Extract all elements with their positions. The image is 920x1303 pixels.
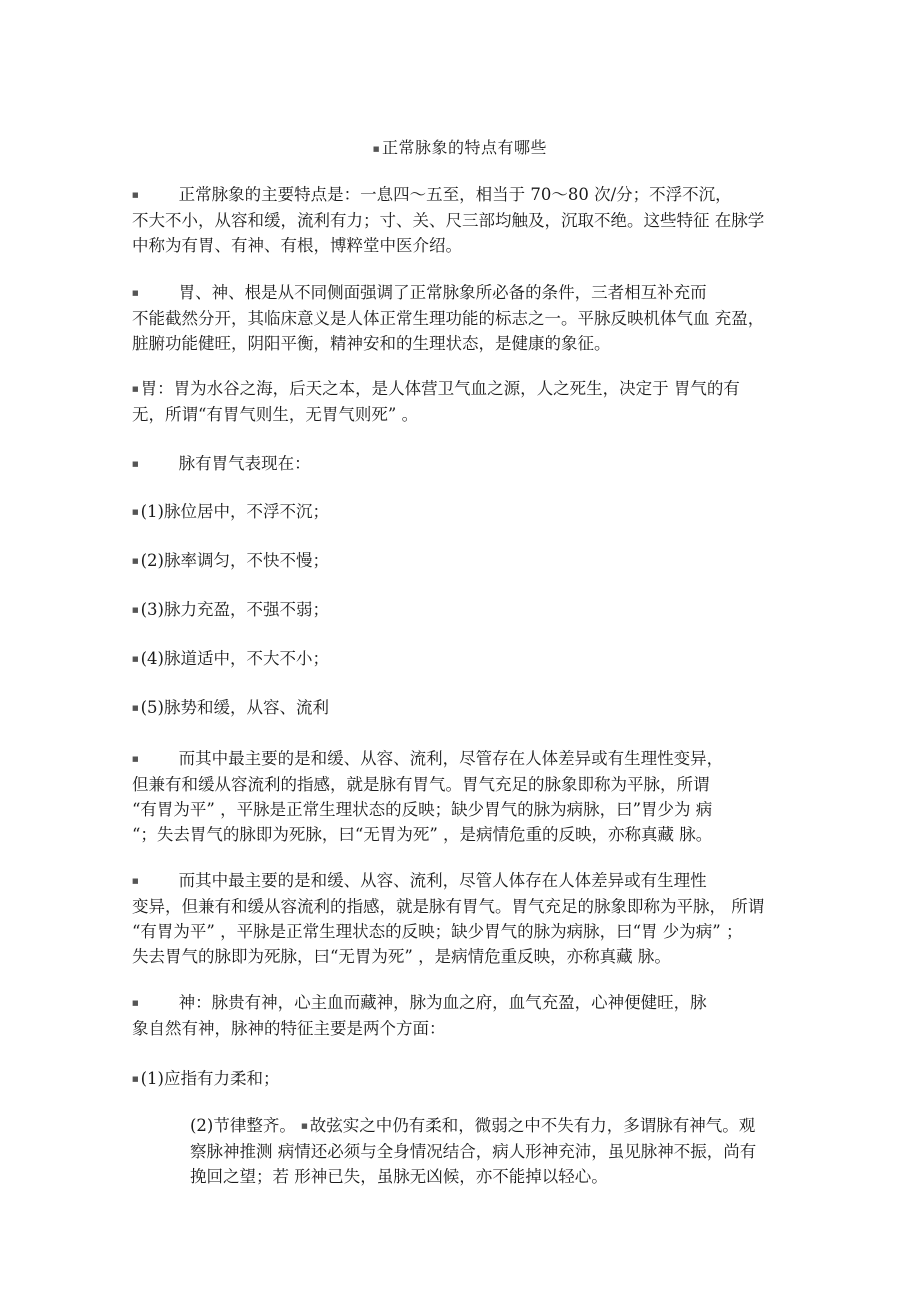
paragraph-marker: ■ — [132, 460, 139, 468]
paragraph-wei-qi-intro: ■ 脉有胃气表现在： — [132, 454, 311, 473]
text-line: ■ 正常脉象的主要特点是：一息四～五至，相当于 70～80 次/分；不浮不沉， — [132, 185, 732, 204]
paragraph-marker: ■ — [132, 191, 139, 199]
paragraph-main-features — [132, 182, 802, 258]
text-line: 变异，但兼有和缓从容流利的指感，就是脉有胃气。胃气充足的脉象即称为平脉， 所谓 — [132, 897, 765, 916]
text-line: 但兼有和缓从容流利的指感，就是脉有胃气。胃气充足的脉象即称为平脉，所谓 — [132, 775, 710, 794]
paragraph-marker: ■ — [132, 1075, 139, 1083]
paragraph-wei-shen-gen — [132, 280, 802, 356]
text-line: 脏腑功能健旺，阴阳平衡，精神安和的生理状态，是健康的象征。 — [132, 334, 611, 353]
paragraph-marker: ■ — [132, 606, 139, 614]
text-line: 挽回之望；若 形神已失，虽脉无凶候，亦不能掉以轻心。 — [190, 1167, 608, 1186]
paragraph-marker: ■ — [132, 755, 139, 763]
text-line: ■ 胃：胃为水谷之海，后天之本，是人体营卫气血之源，人之死生，决定于 胃气的有 — [132, 379, 740, 398]
text-line: 象自然有神，脉神的特征主要是两个方面： — [132, 1019, 446, 1038]
text-line: “有胃为平” ，平脉是正常生理状态的反映；缺少胃气的脉为病脉，曰“胃 少为病” ； — [132, 922, 743, 941]
paragraph-marker: ■ — [132, 385, 139, 393]
text-line: 中称为有胃、有神、有根，博粹堂中医介绍。 — [132, 236, 462, 255]
paragraph-marker: ■ — [132, 508, 139, 516]
text-line: 不大不小，从容和缓，流利有力；寸、关、尺三部均触及，沉取不绝。这些特征 在脉学 — [132, 211, 765, 230]
page-title — [0, 135, 920, 158]
title-text: 正常脉象的特点有哪些 — [382, 138, 548, 157]
list-item: ■ (3)脉力充盈，不强不弱； — [132, 600, 329, 619]
text-line: “有胃为平” ，平脉是正常生理状态的反映；缺少胃气的脉为病脉，曰”胃少为 病 — [132, 800, 713, 819]
list-item: ■ (4)脉道适中，不大不小； — [132, 649, 329, 668]
paragraph-marker: ■ — [132, 999, 139, 1007]
list-item: ■ (1)应指有力柔和； — [132, 1069, 280, 1088]
text-line: ■ 胃、神、根是从不同侧面强调了正常脉象所必备的条件，三者相互补充而 — [132, 283, 707, 302]
text-line: 无，所谓“有胃气则生，无胃气则死” 。 — [132, 405, 419, 424]
text-line: ■ 神：脉贵有神，心主血而藏神，脉为血之府，血气充盈，心神便健旺，脉 — [132, 993, 707, 1012]
text-line: ■ 而其中最主要的是和缓、从容、流利，尽管存在人体差异或有生理性变异， — [132, 749, 724, 768]
list-item: ■ (2)脉率调匀，不快不慢； — [132, 551, 329, 570]
paragraph-he-huan-2 — [132, 868, 802, 969]
paragraph-marker: ■ — [132, 289, 139, 297]
paragraph-marker: ■ — [132, 557, 139, 565]
paragraph-marker: ■ — [132, 704, 139, 712]
text-line: (2)节律整齐。 ■ 故弦实之中仍有柔和，微弱之中不失有力，多谓脉有神气。观 — [190, 1116, 756, 1135]
text-line: “；失去胃气的脉即为死脉，曰“无胃为死” ，是病情危重的反映，亦称真藏 脉。 — [132, 825, 713, 844]
paragraph-wei — [132, 376, 802, 427]
paragraph-marker: ■ — [132, 877, 139, 885]
text-line: ■ 而其中最主要的是和缓、从容、流利，尽管人体存在人体差异或有生理性 — [132, 871, 707, 890]
paragraph-marker: ■ — [301, 1122, 308, 1130]
text-line: 不能截然分开，其临床意义是人体正常生理功能的标志之一。平脉反映机体气血 充盈， — [132, 309, 765, 328]
paragraph-marker: ■ — [372, 144, 381, 153]
paragraph-shen-detail — [190, 1113, 800, 1189]
paragraph-marker: ■ — [132, 655, 139, 663]
paragraph-shen — [132, 990, 802, 1041]
text-line: 失去胃气的脉即为死脉，曰“无胃为死” ，是病情危重反映，亦称真藏 脉。 — [132, 947, 671, 966]
list-item: ■ (1)脉位居中，不浮不沉； — [132, 502, 329, 521]
list-item: ■ (5)脉势和缓，从容、流利 — [132, 698, 329, 717]
paragraph-he-huan-1 — [132, 746, 802, 847]
text-line: 察脉神推测 病情还必须与全身情况结合，病人形神充沛，虽见脉神不振，尚有 — [190, 1142, 757, 1161]
